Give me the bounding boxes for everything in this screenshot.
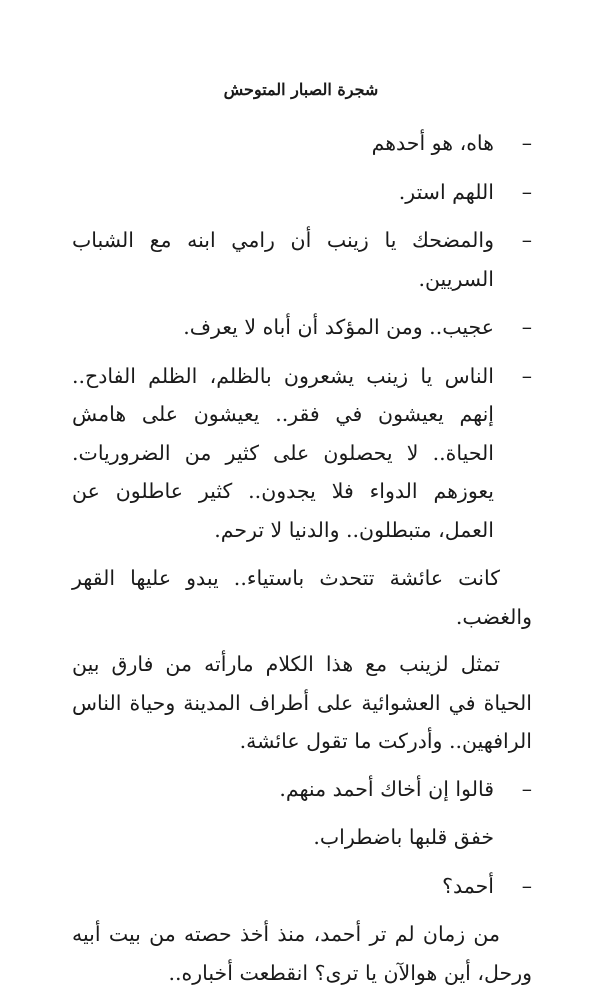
- dialogue-line: [72, 221, 532, 298]
- dialogue-dash: –: [521, 228, 532, 252]
- running-header: شجرة الصبار المتوحش: [223, 80, 379, 99]
- dialogue-dash: –: [521, 873, 532, 898]
- narrative-line: خفق قلبها باضطراب.: [313, 825, 494, 849]
- dialogue-dash: –: [521, 776, 532, 801]
- dialogue-line: [72, 770, 532, 809]
- dialogue-dash: –: [521, 179, 532, 204]
- dialogue-line: [72, 124, 532, 163]
- dialogue-text: هاه، هو أحدهم: [371, 131, 494, 155]
- narrative-paragraph: تمثل لزينب مع هذا الكلام مارأته من فارق بين الحياة في العشوائية على أطراف المدينة وحياة الناس الرافهين.. وأدركت ما تقول عائشة.: [72, 652, 532, 753]
- dialogue-dash: –: [521, 315, 532, 339]
- dialogue-text: الناس يا زينب يشعرون بالظلم، الظلم الفادح.. إنهم يعيشون في فقر.. يعيشون على هامش الحياة.. لا يحصلون على كثير من الضروريات. يعوزهم الدواء فلا يجدون.. كثير عاطلون عن العمل، متبطلون.. والدنيا لا ترحم.: [72, 363, 494, 542]
- dialogue-line: [72, 173, 532, 212]
- dialogue-text: أحمد؟: [442, 873, 494, 898]
- dialogue-line: [72, 867, 532, 906]
- page-body: [72, 124, 532, 1001]
- dialogue-text: والمضحك يا زينب أن رامي ابنه مع الشباب السريين.: [72, 228, 494, 291]
- dialogue-text: قالوا إن أخاك أحمد منهم.: [279, 776, 494, 801]
- narrative-paragraph: من زمان لم تر أحمد، منذ أخذ حصته من بيت أبيه ورحل، أين هوالآن يا ترى؟ انقطعت أخباره..: [72, 922, 532, 985]
- dialogue-line: [72, 308, 532, 347]
- dialogue-dash: –: [521, 131, 532, 155]
- narrative-paragraph: كانت عائشة تتحدث باستياء.. يبدو عليها القهر والغضب.: [72, 566, 532, 629]
- dialogue-line: [72, 357, 532, 550]
- dialogue-dash: –: [521, 363, 532, 388]
- dialogue-text: اللهم استر.: [398, 179, 494, 204]
- dialogue-text: عجيب.. ومن المؤكد أن أباه لا يعرف.: [183, 315, 494, 339]
